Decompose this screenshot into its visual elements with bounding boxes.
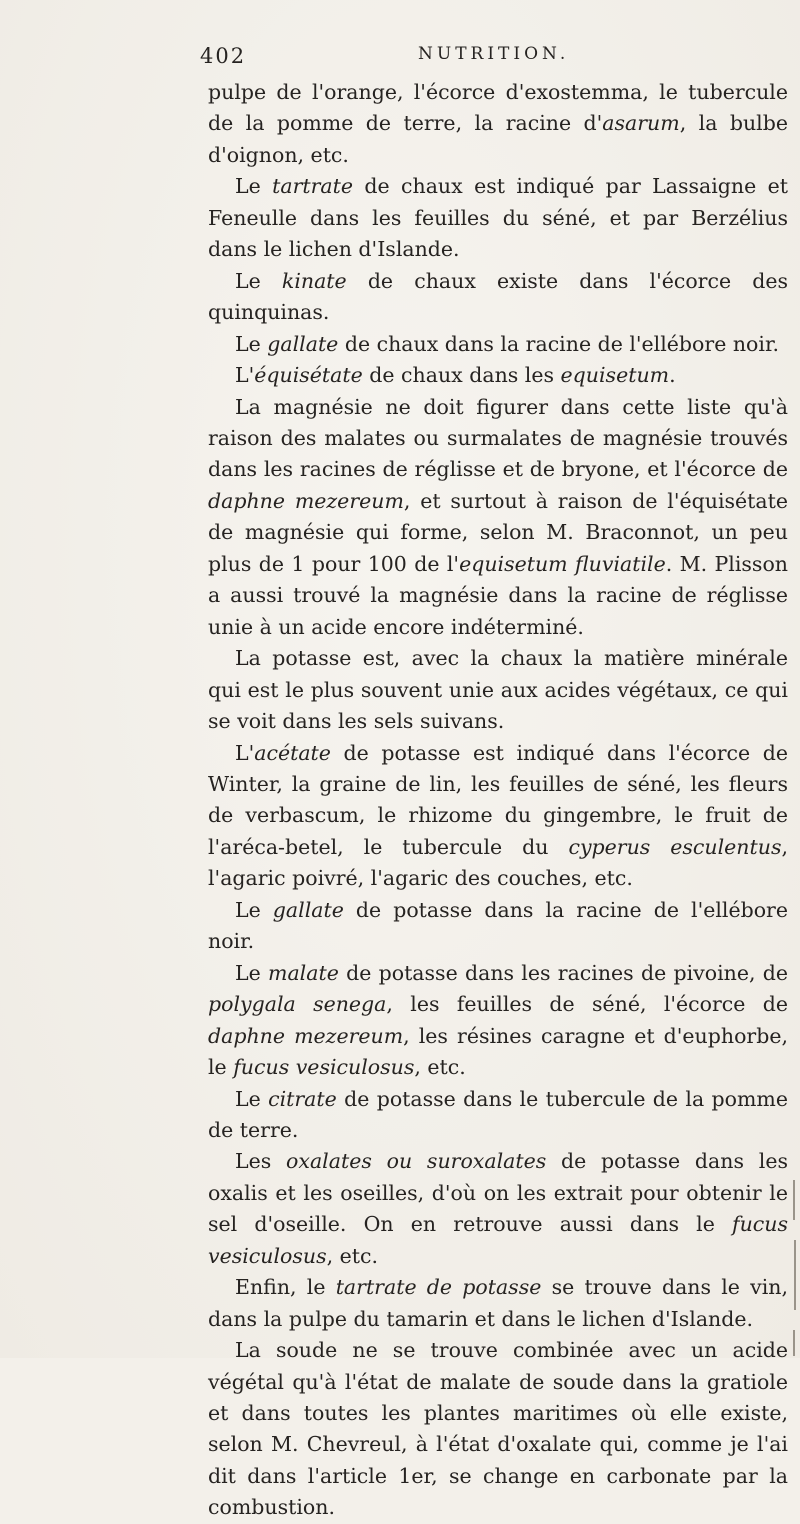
text-run: de chaux dans la racine de l'ellébore noir. <box>338 331 780 356</box>
page-number: 402 <box>200 44 247 68</box>
paragraph <box>208 1272 788 1335</box>
italic-term: gallate <box>267 331 339 356</box>
text-run: de chaux existe dans l'écorce des quinquinas. <box>208 268 788 325</box>
running-head: NUTRITION. <box>418 44 570 64</box>
text-run: , l'agaric poivré, l'agaric des couches, etc. <box>208 834 789 891</box>
text-run: , etc. <box>326 1243 379 1268</box>
italic-term: acétate <box>254 740 331 765</box>
text-run: L' <box>235 363 255 388</box>
text-run: La potasse est, avec la chaux la matière minérale qui est le plus souvent unie aux acides végétaux, ce qui se voit dans les sels suivans. <box>208 646 788 734</box>
text-run: de potasse est indiqué dans l'écorce de Winter, la graine de lin, les feuilles de séné, les fleurs de verbascum, le rhizome du gingembre, le fruit de l'aréca-betel, le tubercule du <box>208 740 788 859</box>
paragraph <box>208 1084 788 1147</box>
text-run: Enfin, le <box>235 1275 336 1300</box>
paragraph <box>208 1335 788 1524</box>
paragraph <box>208 171 788 265</box>
text-run: La magnésie ne doit figurer dans cette liste qu'à raison des malates ou surmalates de magnésie trouvés dans les racines de réglisse et de bryone, et l'écorce de <box>208 394 788 482</box>
text-run: de potasse dans la racine de l'ellébore noir. <box>208 897 788 954</box>
paragraph <box>208 1146 788 1272</box>
text-run: , etc. <box>414 1055 466 1080</box>
paragraph <box>208 958 788 1084</box>
italic-term: equisetum fluviatile <box>459 551 666 576</box>
paragraph <box>208 266 788 329</box>
paragraph <box>208 392 788 644</box>
text-run: se trouve dans le vin, dans la pulpe du tamarin et dans le lichen d'Islande. <box>208 1275 788 1331</box>
italic-term: equisetum <box>560 363 670 388</box>
italic-term: citrate <box>268 1086 337 1111</box>
italic-term: asarum <box>602 111 680 136</box>
text-run: Le <box>235 897 273 922</box>
text-run: de potasse dans les oxalis et les oseilles, d'où on les extrait pour obtenir le sel d'oseille. On en retrouve aussi dans le <box>208 1149 788 1237</box>
page-header <box>0 44 800 74</box>
text-run: . <box>669 363 676 388</box>
italic-term: cyperus esculentus <box>568 834 782 859</box>
text-run: Le <box>235 268 282 293</box>
text-run: , les feuilles de séné, l'écorce de <box>386 992 789 1017</box>
text-run: , les résines caragne et d'euphorbe, le <box>208 1023 788 1080</box>
text-run: Les <box>235 1149 287 1174</box>
text-run: de potasse dans les racines de pivoine, de <box>338 960 788 985</box>
text-run: Le <box>235 331 268 356</box>
text-run: . M. Plisson a aussi trouvé la magnésie dans la racine de réglisse unie à un acide encore indéterminé. <box>208 551 789 639</box>
italic-term: tartrate <box>272 174 354 199</box>
text-run: de chaux dans les <box>362 363 561 388</box>
italic-term: kinate <box>281 268 347 293</box>
body-text <box>208 77 788 1524</box>
text-run: Le <box>235 174 273 199</box>
italic-term: daphne mezereum <box>208 488 404 513</box>
paragraph <box>208 895 788 958</box>
paragraph <box>208 643 788 737</box>
paragraph <box>208 360 788 391</box>
text-run: de potasse dans le tubercule de la pomme de terre. <box>208 1086 788 1142</box>
text-run: de chaux est indiqué par Lassaigne et Feneulle dans les feuilles du séné, et par Berzélius dans le lichen d'Islande. <box>208 174 788 262</box>
text-run: Le <box>235 960 269 985</box>
text-run: L' <box>235 740 255 765</box>
text-run: pulpe de l'orange, l'écorce d'exostemma, le tubercule de la pomme de terre, la racine d' <box>208 80 788 136</box>
italic-term: tartrate de potasse <box>335 1275 542 1300</box>
italic-term: malate <box>268 960 339 985</box>
text-run: Le <box>235 1086 269 1111</box>
text-run: La soude ne se trouve combinée avec un acide végétal qu'à l'état de malate de soude dans la gratiole et dans toutes les plantes maritimes où elle existe, selon M. Chevreul, à l'état d'oxalate qui, comme je l'ai dit dans l'article 1er, se change en carbonate par la combustion. <box>208 1338 788 1520</box>
paragraph <box>208 77 788 171</box>
text-run: , et surtout à raison de l'équisétate de magnésie qui forme, selon M. Braconnot, un peu plus de 1 pour 100 de l' <box>208 488 788 576</box>
italic-term: fucus vesiculosus <box>208 1212 788 1268</box>
italic-term: gallate <box>272 897 344 922</box>
italic-term: oxalates ou suroxalates <box>286 1149 547 1174</box>
paragraph <box>208 329 788 360</box>
text-run: , la bulbe d'oignon, etc. <box>208 111 788 167</box>
italic-term: équisétate <box>254 363 363 388</box>
margin-speckles <box>790 1180 798 1358</box>
italic-term: daphne mezereum <box>208 1023 404 1048</box>
italic-term: fucus vesiculosus <box>233 1055 415 1080</box>
paragraph <box>208 738 788 895</box>
italic-term: polygala senega <box>208 992 387 1017</box>
